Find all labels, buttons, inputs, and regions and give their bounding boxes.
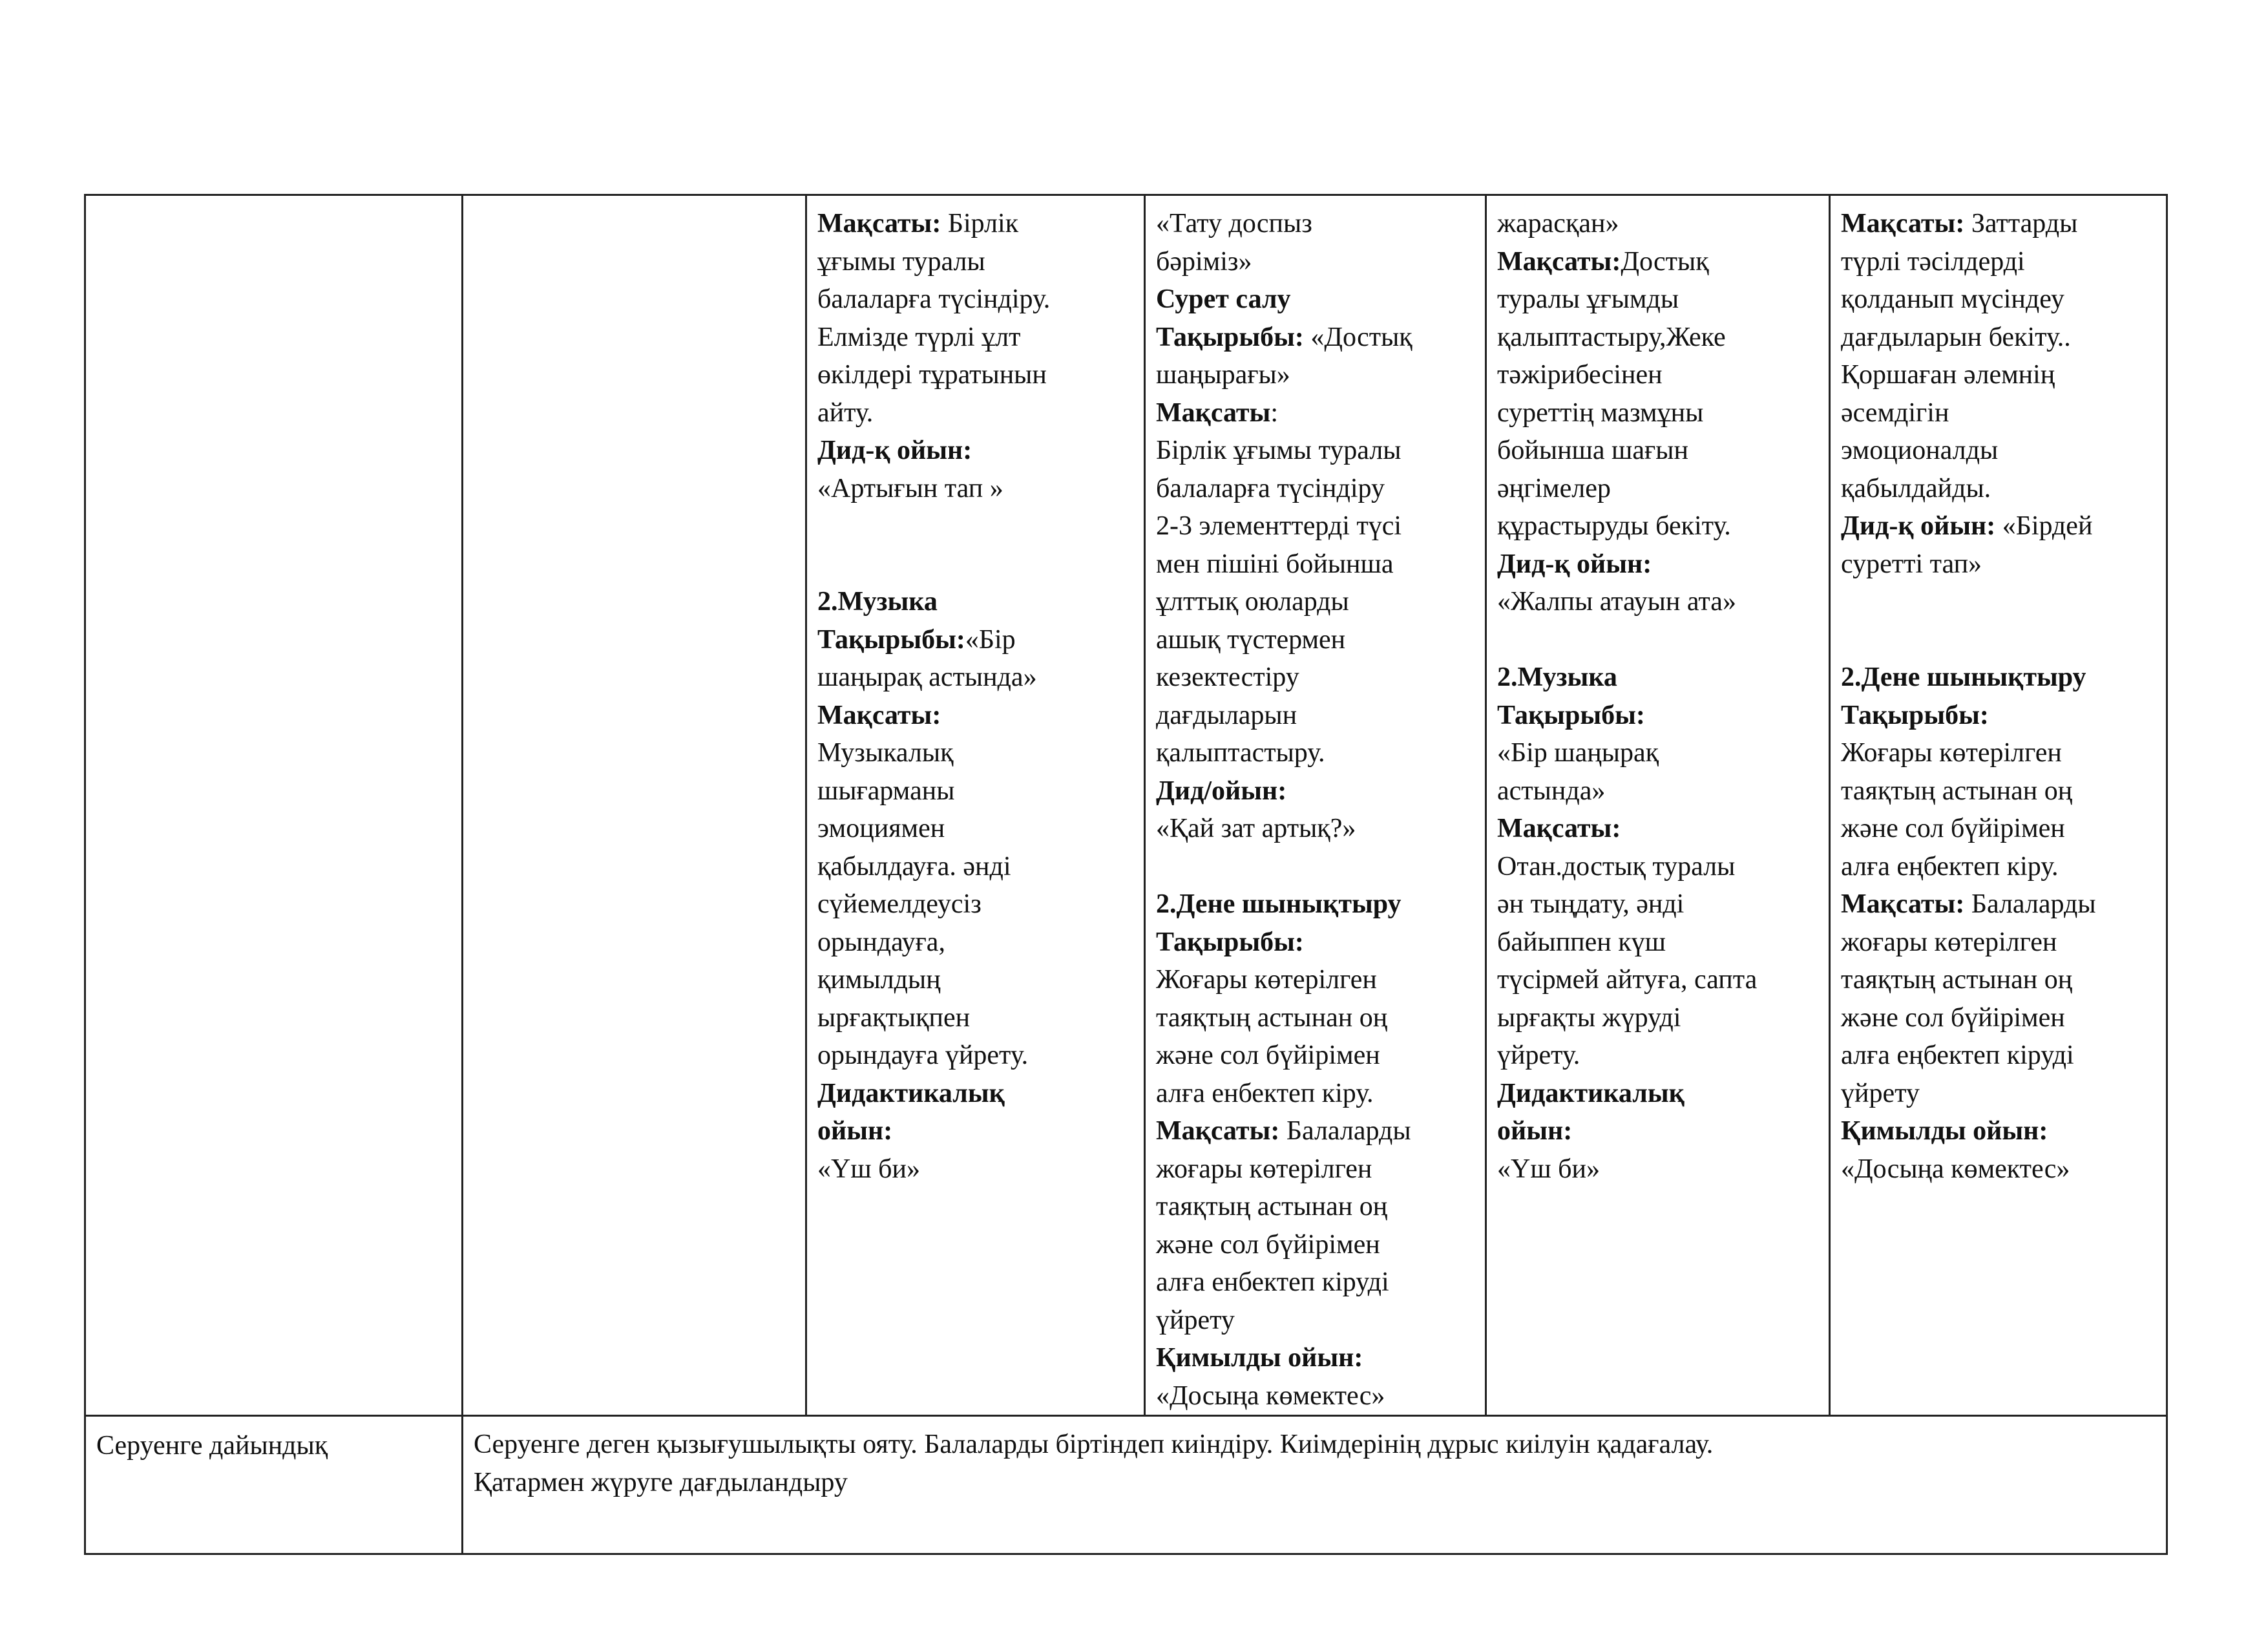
bold-text: 2.Музыка — [817, 587, 938, 617]
text: түрлі тәсілдерді — [1841, 246, 2025, 277]
col5-line — [1497, 772, 1820, 810]
bold-text: 2.Музыка — [1497, 662, 1617, 692]
schedule-table-wrapper — [84, 194, 2166, 1516]
blank-line — [1841, 583, 2157, 621]
text: кезектестіру — [1156, 662, 1299, 692]
col6-line — [1841, 1112, 2157, 1150]
text: және сол бүйірімен — [1841, 814, 2065, 843]
col5-line — [1497, 280, 1820, 319]
col4-line — [1156, 621, 1476, 659]
text: «Достық — [1303, 322, 1412, 352]
text: мен пішіні бойынша — [1156, 549, 1394, 579]
col4-line — [1156, 885, 1476, 924]
bold-text: Сурет салу — [1156, 284, 1291, 314]
text: «Жалпы атауын ата» — [1497, 587, 1736, 617]
col3-line — [817, 697, 1135, 735]
col4-line — [1156, 1377, 1476, 1415]
col3-cell — [806, 195, 1145, 1416]
col6-line — [1841, 659, 2157, 697]
text: тәжірибесінен — [1497, 360, 1663, 390]
col5-line — [1497, 356, 1820, 394]
text: туралы ұғымды — [1497, 284, 1679, 314]
bold-text: ойын: — [1497, 1116, 1573, 1146]
col3-line — [817, 961, 1135, 999]
text: орындауға үйрету. — [817, 1041, 1029, 1070]
text: алға енбектеп кіру. — [1156, 1078, 1374, 1108]
col4-line — [1156, 243, 1476, 281]
text: әңгімелер — [1497, 473, 1611, 503]
col4-line — [1156, 1150, 1476, 1188]
text: Бірлік — [941, 209, 1019, 238]
col3-line — [817, 470, 1135, 508]
text: және сол бүйірімен — [1841, 1002, 2065, 1033]
text: таяқтың астынан оң — [1156, 1192, 1388, 1221]
row-label-cell — [85, 195, 463, 1416]
col4-line — [1156, 697, 1476, 735]
text: шығарманы — [817, 776, 955, 806]
text: жарасқан» — [1497, 209, 1619, 238]
text: айту. — [817, 397, 874, 428]
text: алға еңбектеп кіруді — [1841, 1041, 2074, 1070]
col5-line — [1497, 1112, 1820, 1150]
bold-text: 2.Дене шынықтыру — [1841, 662, 2086, 692]
text: үйрету — [1156, 1305, 1235, 1335]
col3-line — [817, 999, 1135, 1037]
text: «Қай зат артық?» — [1156, 814, 1356, 843]
col4-line — [1156, 1188, 1476, 1226]
text: Балаларды — [1279, 1116, 1411, 1146]
text: балаларға түсіндіру — [1156, 473, 1385, 503]
col3-line — [817, 394, 1135, 432]
bold-text: Тақырыбы: — [1156, 927, 1304, 957]
col3-line — [817, 659, 1135, 697]
col6-line — [1841, 1037, 2157, 1075]
col4-line — [1156, 810, 1476, 848]
col3-line — [817, 356, 1135, 394]
blank-line — [1156, 848, 1476, 886]
col6-line — [1841, 848, 2157, 886]
col5-line — [1497, 697, 1820, 735]
blank-line — [1841, 621, 2157, 659]
bold-text: Мақсаты: — [1841, 209, 1965, 238]
text: эмоционалды — [1841, 436, 1999, 465]
blank-line — [1497, 621, 1820, 659]
col5-line — [1497, 924, 1820, 962]
text: Балаларды — [1964, 889, 2096, 919]
col4-line — [1156, 205, 1476, 243]
text: таяқтың астынан оң — [1841, 965, 2073, 995]
col4-line — [1156, 734, 1476, 772]
col4-line — [1156, 772, 1476, 810]
col3-line — [817, 205, 1135, 243]
col6-line — [1841, 470, 2157, 508]
col3-line — [817, 432, 1135, 470]
col5-line — [1497, 659, 1820, 697]
col5-line — [1497, 999, 1820, 1037]
col3-line — [817, 280, 1135, 319]
col5-line — [1497, 1075, 1820, 1113]
col5-line — [1497, 507, 1820, 545]
bold-text: Мақсаты — [1156, 397, 1271, 428]
col6-line — [1841, 810, 2157, 848]
text: : — [1270, 397, 1279, 428]
col4-line — [1156, 583, 1476, 621]
text: Бірлік ұғымы туралы — [1156, 436, 1402, 465]
bold-text: Мақсаты: — [1841, 889, 1965, 919]
text: суреттің мазмұны — [1497, 397, 1704, 428]
col3-line — [817, 885, 1135, 924]
col3-line — [817, 924, 1135, 962]
col5-line — [1497, 432, 1820, 470]
col5-line — [1497, 243, 1820, 281]
col6-line — [1841, 999, 2157, 1037]
col5-line — [1497, 319, 1820, 357]
bold-text: Дидактикалық — [817, 1078, 1005, 1108]
text: эмоциямен — [817, 814, 945, 843]
col4-line — [1156, 280, 1476, 319]
col3-line — [817, 810, 1135, 848]
col4-line — [1156, 1302, 1476, 1340]
col3-line — [817, 772, 1135, 810]
text: «Бірдей — [1995, 511, 2093, 541]
text: таяқтың астынан оң — [1156, 1002, 1388, 1033]
col5-line — [1497, 470, 1820, 508]
text: Жоғары көтерілген — [1156, 965, 1377, 995]
text: бәріміз» — [1156, 246, 1252, 277]
col5-line — [1497, 394, 1820, 432]
text: құрастыруды бекіту. — [1497, 511, 1731, 541]
bold-text: Мақсаты: — [817, 700, 941, 730]
text: балаларға түсіндіру. — [817, 284, 1051, 314]
col4-line — [1156, 659, 1476, 697]
bold-text: Мақсаты: — [817, 209, 941, 238]
text: және сол бүйірімен — [1156, 1041, 1380, 1070]
col4-line — [1156, 1037, 1476, 1075]
bold-text: Қимылды ойын: — [1841, 1116, 2048, 1146]
text: «Бір — [965, 624, 1016, 655]
bold-text: ойын: — [817, 1116, 893, 1146]
col6-line — [1841, 961, 2157, 999]
text: «Үш би» — [1497, 1154, 1601, 1184]
text: ырғақты жүруді — [1497, 1002, 1681, 1033]
bold-text: Мақсаты: — [1497, 246, 1621, 277]
activities-row — [85, 195, 2167, 1416]
text: Жоғары көтерілген — [1841, 738, 2062, 768]
col6-line — [1841, 1150, 2157, 1188]
col4-line — [1156, 394, 1476, 432]
col5-line — [1497, 734, 1820, 772]
text: Отан.достық туралы — [1497, 851, 1736, 882]
col3-line — [817, 734, 1135, 772]
text: «Артығын тап » — [817, 473, 1003, 503]
col5-line — [1497, 1150, 1820, 1188]
text: ұлттық оюларды — [1156, 587, 1349, 617]
text: алға енбектеп кіруді — [1156, 1267, 1389, 1297]
bold-text: Мақсаты: — [1156, 1116, 1280, 1146]
text: «Досыңа көмектес» — [1156, 1380, 1385, 1411]
walk-prep-text-line-2: Қатармен жүруге дағдыландыру — [474, 1467, 848, 1497]
text: және сол бүйірімен — [1156, 1229, 1380, 1260]
col6-content — [1841, 205, 2157, 1188]
bold-text: Тақырыбы: — [1841, 700, 1989, 730]
col5-line — [1497, 583, 1820, 621]
col4-line — [1156, 432, 1476, 470]
col6-line — [1841, 924, 2157, 962]
col6-line — [1841, 1075, 2157, 1113]
walk-prep-label: Серуенге дайындық — [85, 1416, 463, 1554]
col6-line — [1841, 319, 2157, 357]
text: жоғары көтерілген — [1156, 1154, 1372, 1184]
bold-text: Тақырыбы: — [817, 624, 965, 655]
col3-line — [817, 1112, 1135, 1150]
text: «Тату доспыз — [1156, 209, 1312, 238]
col6-cell — [1830, 195, 2167, 1416]
col6-line — [1841, 697, 2157, 735]
bold-text: Дид-қ ойын: — [1497, 549, 1652, 579]
text: «Үш би» — [817, 1154, 921, 1184]
col5-content — [1497, 205, 1820, 1188]
col5-line — [1497, 848, 1820, 886]
col5-line — [1497, 961, 1820, 999]
col4-line — [1156, 999, 1476, 1037]
col6-line — [1841, 432, 2157, 470]
col4-line — [1156, 1075, 1476, 1113]
text: дағдыларын — [1156, 700, 1297, 730]
col4-cell — [1145, 195, 1486, 1416]
walk-prep-text-cell — [463, 1416, 2167, 1554]
bold-text: Дид-қ ойын: — [817, 436, 972, 465]
col6-line — [1841, 734, 2157, 772]
bold-text: 2.Дене шынықтыру — [1156, 889, 1402, 919]
text: үйрету. — [1497, 1041, 1580, 1070]
col5-line — [1497, 885, 1820, 924]
text: өкілдері тұратынын — [817, 360, 1047, 390]
text: жоғары көтерілген — [1841, 927, 2057, 957]
col6-line — [1841, 772, 2157, 810]
text: суретті тап» — [1841, 549, 1982, 579]
text: астында» — [1497, 776, 1606, 806]
text: қимылдың — [817, 965, 941, 995]
col3-line — [817, 848, 1135, 886]
text: 2-3 элементтерді түсі — [1156, 511, 1402, 541]
col3-line — [817, 1150, 1135, 1188]
col6-line — [1841, 243, 2157, 281]
text: ән тыңдату, әнді — [1497, 889, 1685, 919]
col3-line — [817, 243, 1135, 281]
col5-cell — [1486, 195, 1830, 1416]
col4-content — [1156, 205, 1476, 1415]
text: қалыптастыру,Жеке — [1497, 322, 1726, 352]
col4-line — [1156, 545, 1476, 584]
text: байыппен күш — [1497, 927, 1666, 957]
col4-line — [1156, 924, 1476, 962]
col4-line — [1156, 1112, 1476, 1150]
col5-line — [1497, 205, 1820, 243]
text: үйрету — [1841, 1078, 1920, 1108]
text: орындауға, — [817, 927, 945, 957]
col6-line — [1841, 280, 2157, 319]
blank-line — [817, 507, 1135, 545]
text: Достық — [1621, 246, 1709, 277]
bold-text: Тақырыбы: — [1156, 322, 1304, 352]
col4-line — [1156, 507, 1476, 545]
col4-line — [1156, 470, 1476, 508]
walk-prep-text-line-1: Серуенге деген қызығушылықты ояту. Балаларды біртіндеп киіндіру. Киімдерінің дұрыс киілуін қадағалау. — [474, 1430, 1714, 1459]
text: әсемдігін — [1841, 397, 1949, 428]
text: қолданып мүсіндеу — [1841, 284, 2064, 314]
col3-line — [817, 1075, 1135, 1113]
text: қабылдайды. — [1841, 473, 1991, 503]
col6-line — [1841, 205, 2157, 243]
blank-line — [817, 545, 1135, 584]
text: сүйемелдеусіз — [817, 889, 982, 919]
bold-text: Қимылды ойын: — [1156, 1343, 1363, 1373]
col6-line — [1841, 394, 2157, 432]
text: таяқтың астынан оң — [1841, 776, 2073, 806]
schedule-table — [84, 194, 2168, 1555]
text: бойынша шағын — [1497, 436, 1688, 465]
col4-line — [1156, 1339, 1476, 1377]
col4-line — [1156, 1226, 1476, 1264]
col6-line — [1841, 507, 2157, 545]
text: ұғымы туралы — [817, 246, 985, 277]
col3-line — [817, 319, 1135, 357]
text: «Бір шаңырақ — [1497, 738, 1659, 768]
col3-line — [817, 621, 1135, 659]
text: ырғақтықпен — [817, 1002, 971, 1033]
text: алға еңбектеп кіру. — [1841, 851, 2059, 882]
text: ашық түстермен — [1156, 624, 1346, 655]
col4-line — [1156, 319, 1476, 357]
walk-prep-row — [85, 1416, 2167, 1554]
col3-line — [817, 583, 1135, 621]
col4-line — [1156, 356, 1476, 394]
text: Заттарды — [1964, 209, 2078, 238]
bold-text: Дид-қ ойын: — [1841, 511, 1996, 541]
text: «Досыңа көмектес» — [1841, 1154, 2070, 1184]
text: Қоршаған әлемнің — [1841, 360, 2055, 390]
col6-line — [1841, 545, 2157, 584]
text: қабылдауға. әнді — [817, 851, 1011, 882]
bold-text: Тақырыбы: — [1497, 700, 1645, 730]
text: шаңырақ астында» — [817, 662, 1037, 692]
col2-cell — [463, 195, 806, 1416]
col6-line — [1841, 356, 2157, 394]
col5-line — [1497, 545, 1820, 584]
text: Музыкалық — [817, 738, 954, 768]
col4-line — [1156, 961, 1476, 999]
col3-line — [817, 1037, 1135, 1075]
text: шаңырағы» — [1156, 360, 1290, 390]
col6-line — [1841, 885, 2157, 924]
col4-line — [1156, 1263, 1476, 1302]
col5-line — [1497, 810, 1820, 848]
text: Елмізде түрлі ұлт — [817, 322, 1021, 352]
col3-content — [817, 205, 1135, 1188]
col5-line — [1497, 1037, 1820, 1075]
text: қалыптастыру. — [1156, 738, 1325, 768]
bold-text: Дидактикалық — [1497, 1078, 1685, 1108]
text: дағдыларын бекіту.. — [1841, 322, 2071, 352]
bold-text: Мақсаты: — [1497, 814, 1621, 843]
bold-text: Дид/ойын: — [1156, 776, 1287, 806]
text: түсірмей айтуға, сапта — [1497, 965, 1758, 995]
